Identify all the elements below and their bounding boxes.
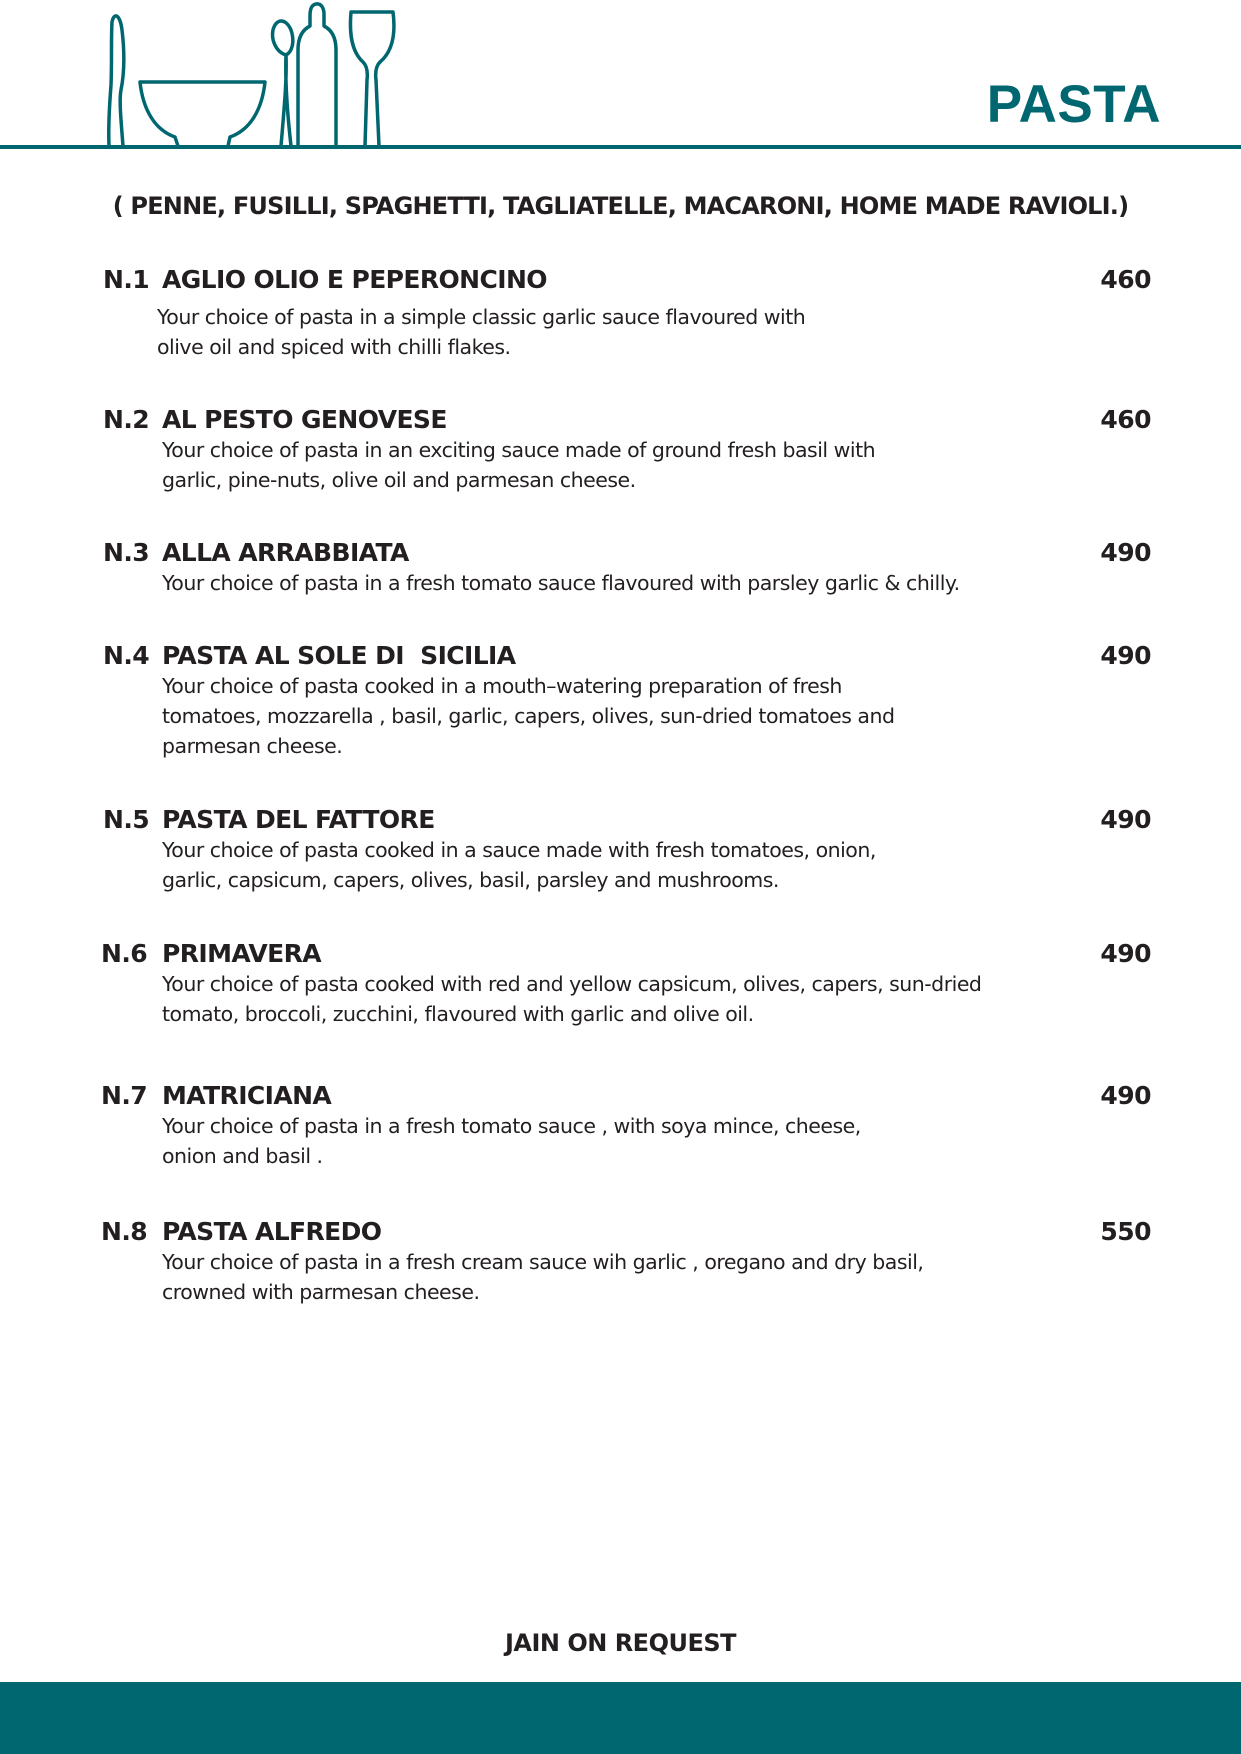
item-price: 460 [1100, 265, 1151, 294]
item-name: PASTA ALFREDO [162, 1217, 382, 1246]
bowl-icon [140, 82, 265, 146]
item-description: Your choice of pasta cooked with red and yellow capsicum, olives, capers, sun-dried tomato, broccoli, zucchini, flavoured with garlic and olive oil. [162, 972, 982, 1026]
menu-item [0, 1214, 1241, 1344]
knife-icon [109, 16, 124, 146]
item-number: N.7 [101, 1081, 148, 1110]
item-price: 490 [1100, 538, 1151, 567]
menu-item [0, 1078, 1241, 1208]
item-name: MATRICIANA [162, 1081, 332, 1110]
item-description: Your choice of pasta cooked in a sauce made with fresh tomatoes, onion, garlic, capsicum, capers, olives, basil, parsley and mushrooms. [162, 838, 876, 892]
item-name: PASTA AL SOLE DI SICILIA [162, 641, 516, 670]
item-number: N.3 [103, 538, 150, 567]
item-description: Your choice of pasta in an exciting sauce made of ground fresh basil with garlic, pine-nuts, olive oil and parmesan cheese. [162, 438, 876, 492]
item-number: N.6 [101, 939, 148, 968]
item-price: 490 [1100, 939, 1151, 968]
spoon-icon [273, 21, 293, 146]
item-name: AL PESTO GENOVESE [162, 405, 447, 434]
item-description: Your choice of pasta in a fresh cream sauce wih garlic , oregano and dry basil, crowned with parmesan cheese. [162, 1250, 924, 1304]
item-description: Your choice of pasta in a fresh tomato sauce , with soya mince, cheese, onion and basil . [162, 1114, 861, 1168]
item-number: N.4 [103, 641, 150, 670]
menu-item [0, 638, 1241, 768]
bottle-icon [298, 4, 336, 146]
item-number: N.8 [101, 1217, 148, 1246]
item-description: Your choice of pasta in a fresh tomato sauce flavoured with parsley garlic & chilly. [162, 571, 960, 595]
item-price: 490 [1100, 805, 1151, 834]
item-name: PRIMAVERA [162, 939, 322, 968]
item-name: AGLIO OLIO E PEPERONCINO [162, 265, 547, 294]
item-description: Your choice of pasta in a simple classic garlic sauce flavoured with olive oil and spiced with chilli flakes. [157, 305, 806, 359]
menu-item [0, 936, 1241, 1066]
item-number: N.5 [103, 805, 150, 834]
item-name: PASTA DEL FATTORE [162, 805, 435, 834]
menu-item [0, 262, 1241, 392]
item-price: 490 [1100, 641, 1151, 670]
item-price: 550 [1100, 1217, 1151, 1246]
footer-band [0, 1682, 1241, 1754]
wine-glass-icon [350, 12, 394, 146]
item-description: Your choice of pasta cooked in a mouth–watering preparation of fresh tomatoes, mozzarella , basil, garlic, capers, olives, sun-dried tomatoes and parmesan cheese. [162, 674, 895, 758]
item-price: 460 [1100, 405, 1151, 434]
menu-item [0, 802, 1241, 932]
item-number: N.2 [103, 405, 150, 434]
jain-note: JAIN ON REQUEST [504, 1629, 737, 1657]
item-name: ALLA ARRABBIATA [162, 538, 409, 567]
menu-item [0, 402, 1241, 532]
item-number: N.1 [103, 265, 150, 294]
item-price: 490 [1100, 1081, 1151, 1110]
page-title: PASTA [986, 75, 1161, 134]
pasta-types: ( PENNE, FUSILLI, SPAGHETTI, TAGLIATELLE, MACARONI, HOME MADE RAVIOLI.) [112, 192, 1129, 220]
